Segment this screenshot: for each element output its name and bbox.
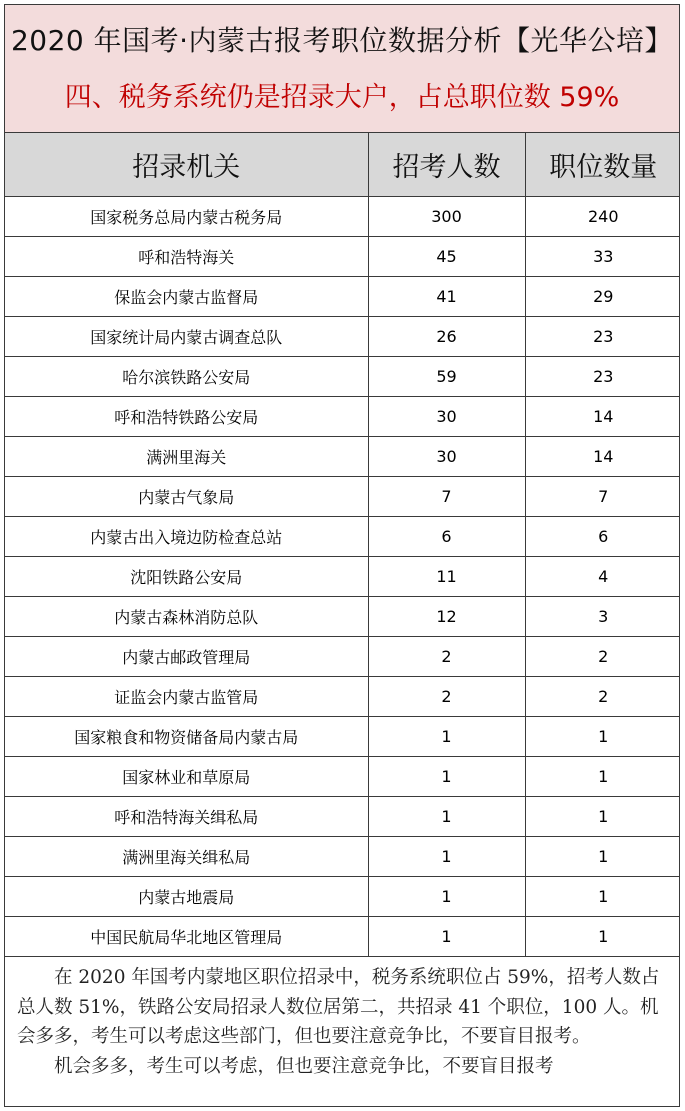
cell-positions: 240 [525,197,680,237]
table-row [5,517,680,557]
notes-paragraph-1: 在 2020 年国考内蒙地区职位招录中，税务系统职位占 59%，招考人数占总人数 51%，铁路公安局招录人数位居第二，共招录 41 个职位，100 人。机会多多，考生可以考虑这些部门，但也要注意竞争比，不要盲目报考。 [17,967,660,1047]
cell-positions: 14 [525,437,680,477]
cell-positions: 1 [525,797,680,837]
cell-agency: 哈尔滨铁路公安局 [5,357,368,397]
cell-applicants: 45 [368,237,525,277]
cell-applicants: 2 [368,677,525,717]
cell-applicants: 12 [368,597,525,637]
cell-agency: 国家粮食和物资储备局内蒙古局 [5,717,368,757]
table-row [5,877,680,917]
cell-applicants: 1 [368,917,525,957]
cell-agency: 呼和浩特铁路公安局 [5,397,368,437]
cell-positions: 1 [525,717,680,757]
document-frame [4,4,680,1107]
cell-positions: 2 [525,677,680,717]
cell-applicants: 1 [368,837,525,877]
table-row [5,757,680,797]
cell-agency: 内蒙古地震局 [5,877,368,917]
cell-applicants: 41 [368,277,525,317]
cell-agency: 沈阳铁路公安局 [5,557,368,597]
cell-agency: 国家统计局内蒙古调查总队 [5,317,368,357]
cell-applicants: 59 [368,357,525,397]
cell-applicants: 1 [368,797,525,837]
cell-agency: 证监会内蒙古监管局 [5,677,368,717]
table-row [5,437,680,477]
table-header-row [5,133,680,197]
cell-applicants: 2 [368,637,525,677]
table-row [5,357,680,397]
cell-agency: 内蒙古气象局 [5,477,368,517]
table-body [5,197,680,957]
cell-agency: 国家税务总局内蒙古税务局 [5,197,368,237]
cell-applicants: 30 [368,397,525,437]
cell-agency: 内蒙古出入境边防检查总站 [5,517,368,557]
cell-applicants: 26 [368,317,525,357]
cell-positions: 29 [525,277,680,317]
page-title: 2020 年国考·内蒙古报考职位数据分析【光华公培】 [10,24,674,57]
cell-agency: 内蒙古邮政管理局 [5,637,368,677]
cell-applicants: 1 [368,877,525,917]
table-row [5,717,680,757]
table-row [5,277,680,317]
cell-positions: 23 [525,357,680,397]
cell-agency: 满洲里海关 [5,437,368,477]
table-row [5,197,680,237]
table-row [5,397,680,437]
notes-paragraph-2: 机会多多，考生可以考虑，但也要注意竞争比，不要盲目报考 [54,1055,554,1077]
table-row [5,637,680,677]
recruitment-table [5,133,680,957]
table-row [5,597,680,637]
table-row [5,557,680,597]
table-row [5,837,680,877]
page-subtitle: 四、税务系统仍是招录大户，占总职位数 59% [64,82,620,113]
column-header-applicants: 招考人数 [368,133,525,197]
cell-positions: 1 [525,837,680,877]
cell-positions: 7 [525,477,680,517]
cell-positions: 1 [525,877,680,917]
table-row [5,237,680,277]
cell-applicants: 11 [368,557,525,597]
cell-agency: 国家林业和草原局 [5,757,368,797]
cell-applicants: 1 [368,717,525,757]
analysis-notes [5,957,679,1081]
column-header-positions: 职位数量 [525,133,680,197]
cell-positions: 2 [525,637,680,677]
cell-applicants: 1 [368,757,525,797]
cell-positions: 3 [525,597,680,637]
table-row [5,677,680,717]
title-block [5,5,679,133]
cell-positions: 1 [525,917,680,957]
cell-applicants: 300 [368,197,525,237]
cell-positions: 23 [525,317,680,357]
table-row [5,917,680,957]
cell-applicants: 30 [368,437,525,477]
table-row [5,477,680,517]
cell-agency: 保监会内蒙古监督局 [5,277,368,317]
cell-applicants: 7 [368,477,525,517]
cell-positions: 4 [525,557,680,597]
cell-agency: 满洲里海关缉私局 [5,837,368,877]
cell-positions: 14 [525,397,680,437]
table-row [5,317,680,357]
cell-agency: 呼和浩特海关 [5,237,368,277]
column-header-agency: 招录机关 [5,133,368,197]
cell-agency: 中国民航局华北地区管理局 [5,917,368,957]
cell-agency: 呼和浩特海关缉私局 [5,797,368,837]
cell-agency: 内蒙古森林消防总队 [5,597,368,637]
table-row [5,797,680,837]
cell-positions: 33 [525,237,680,277]
cell-positions: 6 [525,517,680,557]
cell-applicants: 6 [368,517,525,557]
cell-positions: 1 [525,757,680,797]
